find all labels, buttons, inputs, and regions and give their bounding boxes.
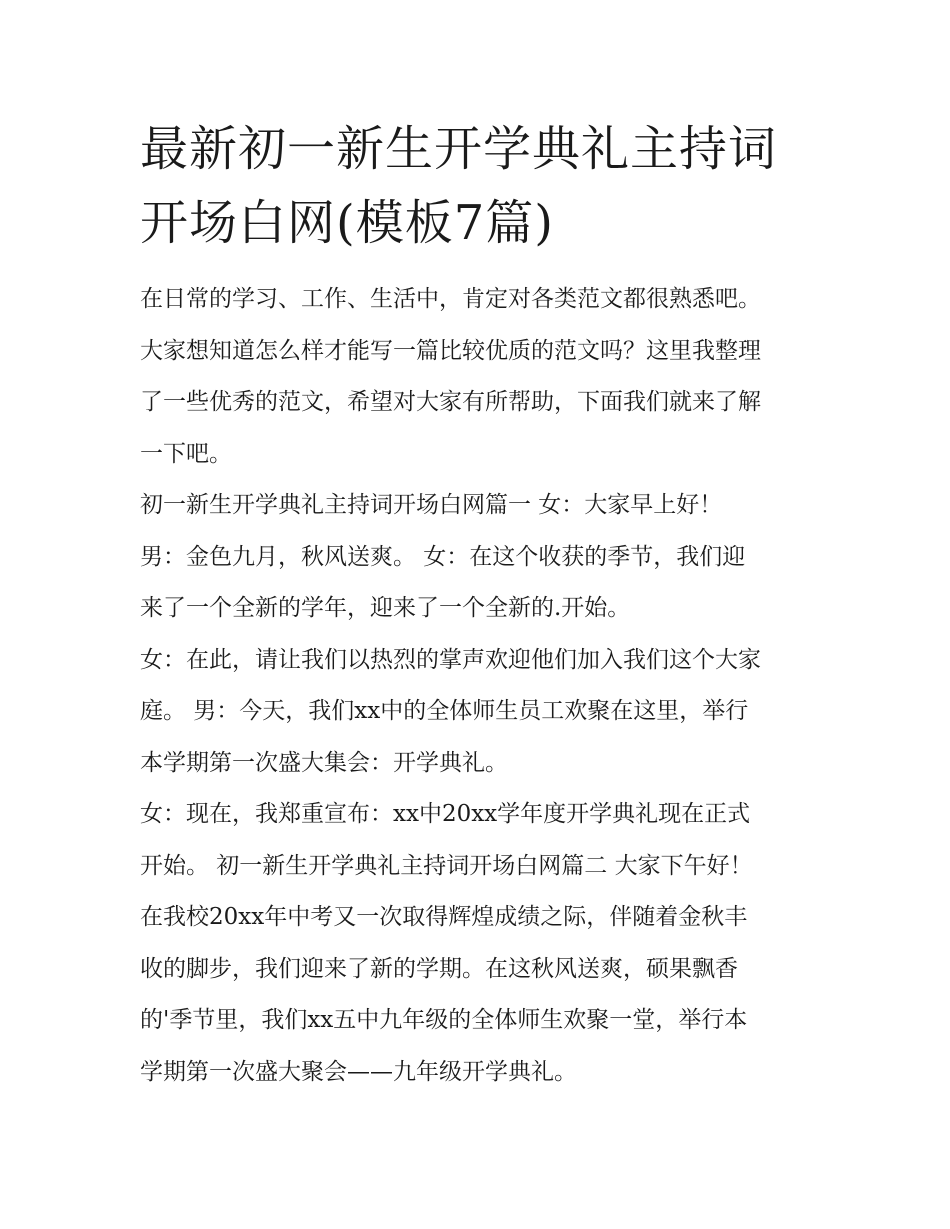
text-line: 男：金色九月，秋风送爽。 女：在这个收获的季节，我们迎: [140, 543, 746, 570]
text-line: 开始。 初一新生开学典礼主持词开场白网篇二 大家下午好！: [140, 852, 753, 879]
text-line: 女：现在，我郑重宣布：xx中20xx学年度开学典礼现在正式: [140, 801, 751, 827]
text-line: 庭。 男：今天，我们xx中的全体师生员工欢聚在这里，举行: [140, 698, 749, 724]
text-line: 的'季节里，我们xx五中九年级的全体师生欢聚一堂，举行本: [140, 1007, 748, 1033]
paragraph: [140, 789, 820, 1098]
text-line: 学期第一次盛大聚会——九年级开学典礼。: [140, 1058, 577, 1085]
text-line: 在日常的学习、工作、生活中，肯定对各类范文都很熟悉吧。: [140, 286, 761, 312]
text-line: 初一新生开学典礼主持词开场白网篇一 女：大家早上好！: [140, 492, 723, 518]
text-line: 大家想知道怎么样才能写一篇比较优质的范文吗？这里我整理: [140, 337, 761, 364]
text-line: 收的脚步，我们迎来了新的学期。在这秋风送爽，硕果飘香: [140, 955, 738, 982]
paragraph: [140, 532, 820, 635]
paragraph: [140, 635, 820, 790]
paragraph: [140, 480, 820, 532]
document-body: [140, 274, 820, 1098]
title-line: 最新初一新生开学典礼主持词: [140, 121, 778, 177]
paragraph: [140, 274, 820, 480]
text-line: 女：在此，请让我们以热烈的掌声欢迎他们加入我们这个大家: [140, 646, 761, 673]
text-line: 在我校20xx年中考又一次取得辉煌成绩之际，伴随着金秋丰: [140, 904, 748, 930]
text-line: 了一些优秀的范文，希望对大家有所帮助，下面我们就来了解: [140, 389, 761, 415]
title-line: 开场白网(模板7篇): [140, 195, 554, 251]
text-line: 本学期第一次盛大集会：开学典礼。: [140, 749, 508, 776]
document-title: [140, 112, 820, 260]
text-line: 一下吧。: [140, 440, 232, 467]
text-line: 来了一个全新的学年，迎来了一个全新的.开始。: [140, 595, 631, 621]
